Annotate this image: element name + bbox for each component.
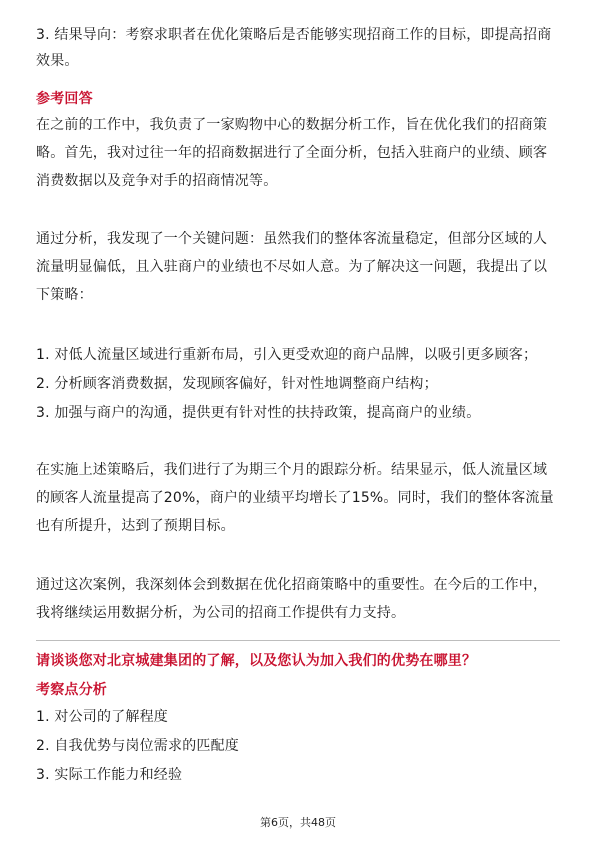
section-divider: [36, 640, 560, 641]
question-title: 请谈谈您对北京城建集团的了解，以及您认为加入我们的优势在哪里？: [36, 653, 477, 669]
criteria-item-3-cont: 效果。: [36, 53, 79, 69]
strategy-list-item: 3. 加强与商户的沟通，提供更有针对性的扶持政策，提高商户的业绩。: [36, 405, 481, 421]
strategy-list-item: 2. 分析顾客消费数据，发现顾客偏好，针对性地调整商户结构；: [36, 376, 438, 392]
answer-paragraph-3-line: 也有所提升，达到了预期目标。: [36, 518, 235, 534]
answer-paragraph-2-line: 流量明显偏低，且入驻商户的业绩也不尽如人意。为了解决这一问题，我提出了以: [36, 259, 548, 275]
answer-paragraph-1-line: 在之前的工作中，我负责了一家购物中心的数据分析工作，旨在优化我们的招商策: [36, 117, 548, 133]
document-page: [36, 0, 560, 842]
analysis-point: 1. 对公司的了解程度: [36, 709, 169, 725]
answer-paragraph-3-line: 的顾客人流量提高了20%，商户的业绩平均增长了15%。同时，我们的整体客流量: [36, 490, 554, 506]
answer-paragraph-1-line: 略。首先，我对过往一年的招商数据进行了全面分析，包括入驻商户的业绩、顾客: [36, 145, 548, 161]
criteria-item-3: 3. 结果导向：考察求职者在优化策略后是否能够实现招商工作的目标，即提高招商: [36, 27, 552, 43]
answer-paragraph-4-line: 我将继续运用数据分析，为公司的招商工作提供有力支持。: [36, 605, 406, 621]
analysis-point: 3. 实际工作能力和经验: [36, 767, 183, 783]
analysis-point: 2. 自我优势与岗位需求的匹配度: [36, 738, 240, 754]
answer-paragraph-1-line: 消费数据以及竞争对手的招商情况等。: [36, 173, 278, 189]
answer-paragraph-3-line: 在实施上述策略后，我们进行了为期三个月的跟踪分析。结果显示，低人流量区域: [36, 462, 548, 478]
answer-paragraph-4-line: 通过这次案例，我深刻体会到数据在优化招商策略中的重要性。在今后的工作中，: [36, 577, 548, 593]
analysis-heading: 考察点分析: [36, 682, 107, 698]
reference-answer-heading: 参考回答: [36, 91, 93, 107]
answer-paragraph-2-line: 通过分析，我发现了一个关键问题：虽然我们的整体客流量稳定，但部分区域的人: [36, 231, 548, 247]
answer-paragraph-2-line: 下策略：: [36, 287, 93, 303]
strategy-list-item: 1. 对低人流量区域进行重新布局，引入更受欢迎的商户品牌，以吸引更多顾客；: [36, 347, 538, 363]
page-number: 第6页，共48页: [260, 816, 336, 829]
